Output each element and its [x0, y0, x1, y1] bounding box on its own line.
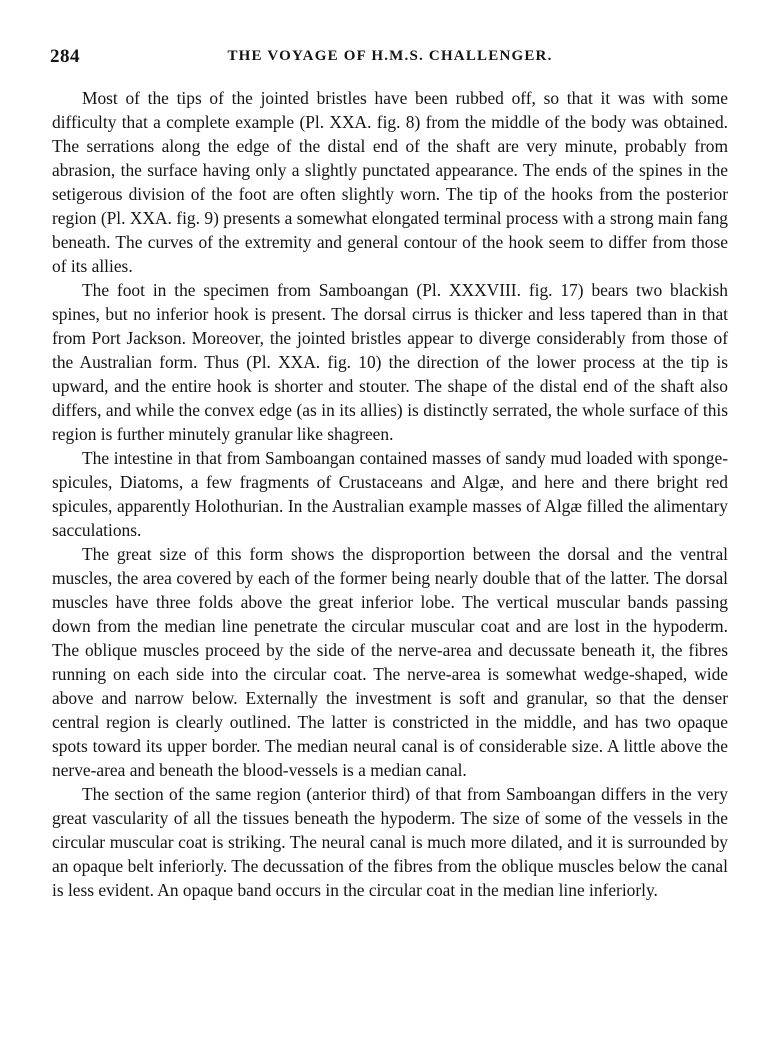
- paragraph-5: The section of the same region (anterior third) of that from Samboangan differs in the very great vascularity of all the tissues beneath the hypoderm. The size of some of the vessels in the circular muscular coat is striking. The neural canal is much more dilated, and it is surrounded by an opaque belt inferiorly. The decussation of the fibres from the oblique muscles below the canal is less evident. An opaque band occurs in the circular coat in the median line inferiorly.: [52, 784, 728, 900]
- page-number: 284: [50, 46, 80, 67]
- body-text: [52, 86, 728, 902]
- paragraph-4: The great size of this form shows the disproportion between the dorsal and the ventral muscles, the area covered by each of the former being nearly double that of the latter. The dorsal muscles have three folds above the great inferior lobe. The vertical muscular bands passing down from the median line penetrate the circular muscular coat and are lost in the hypoderm. The oblique muscles proceed by the side of the nerve-area and decussate beneath it, the fibres running on each side into the circular coat. The nerve-area is somewhat wedge-shaped, wide above and narrow below. Externally the investment is soft and granular, so that the denser central region is clearly outlined. The latter is constricted in the middle, and has two opaque spots toward its upper border. The median neural canal is of considerable size. A little above the nerve-area and beneath the blood-vessels is a median canal.: [52, 544, 728, 780]
- paragraph-3: The intestine in that from Samboangan contained masses of sandy mud loaded with sponge-spicules, Diatoms, a few fragments of Crustaceans and Algæ, and here and there bright red spicules, apparently Holothurian. In the Australian example masses of Algæ filled the alimentary sacculations.: [52, 448, 728, 540]
- page-header: [50, 46, 730, 70]
- running-title: THE VOYAGE OF H.M.S. CHALLENGER.: [227, 48, 553, 64]
- paragraph-1: Most of the tips of the jointed bristles have been rubbed off, so that it was with some difficulty that a complete example (Pl. XXA. fig. 8) from the middle of the body was obtained. The serrations along the edge of the distal end of the shaft are very minute, probably from abrasion, the surface having only a slightly punctated appearance. The ends of the spines in the setigerous division of the foot are often slightly worn. The tip of the hooks from the posterior region (Pl. XXA. fig. 9) presents a somewhat elongated terminal process with a strong main fang beneath. The curves of the extremity and general contour of the hook seem to differ from those of its allies.: [52, 88, 728, 276]
- paragraph-2: The foot in the specimen from Samboangan (Pl. XXXVIII. fig. 17) bears two blackish spines, but no inferior hook is present. The dorsal cirrus is thicker and less tapered than in that from Port Jackson. Moreover, the jointed bristles appear to diverge considerably from those of the Australian form. Thus (Pl. XXA. fig. 10) the direction of the lower process at the tip is upward, and the entire hook is shorter and stouter. The shape of the distal end of the shaft also differs, and while the convex edge (as in its allies) is distinctly serrated, the whole surface of this region is further minutely granular like shagreen.: [52, 280, 728, 444]
